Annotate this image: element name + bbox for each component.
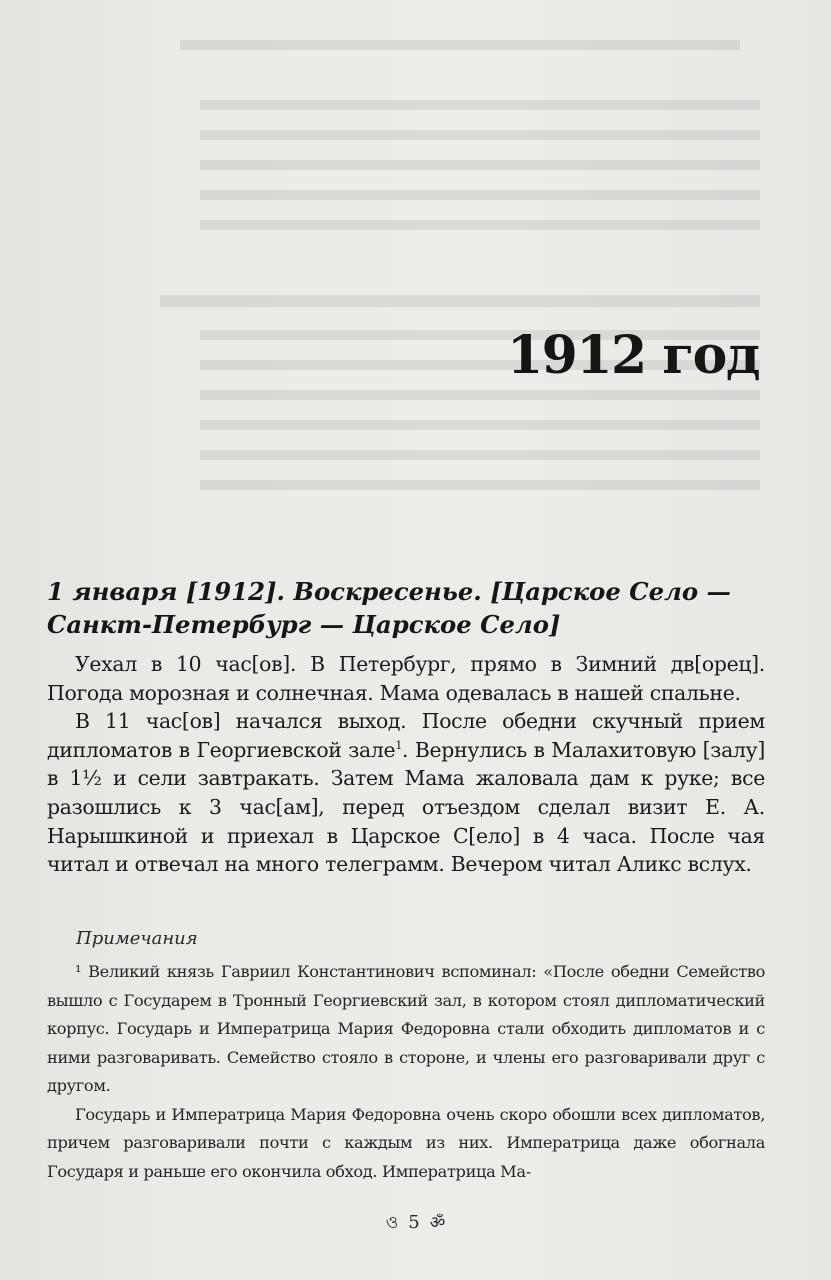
diary-entry-body	[47, 650, 765, 879]
note-paragraph: Государь и Императрица Мария Федоровна очень скоро обошли всех дипломатов, причем разговаривали почти с каждым из них. Императрица даже обогнала Государя и раньше его окончила обход. Императрица Ма-	[47, 1104, 765, 1181]
page-folio	[0, 1210, 831, 1238]
chapter-heading: 1912 год	[506, 325, 759, 386]
notes-heading: Примечания	[76, 928, 198, 949]
body-paragraph: В 11 час[ов] начался выход. После обедни скучный прием дипломатов в Георгиевской зале$^1$. Вернулись в Малахитовую [залу] в 1½ и сели завтракать. Затем Мама жаловала дам к руке; все разошлись к 3 час[ам], перед отъездом сделал визит Е. А. Нарышкиной и приехал в Царское С[ело] в 4 часа. После чая читал и отвечал на много телеграмм. Вечером читал Аликс вслух.	[47, 709, 765, 877]
page-number: 5	[408, 1212, 420, 1233]
right-ornament-icon: ॐ	[429, 1213, 446, 1233]
body-paragraph: Уехал в 10 час[ов]. В Петербург, прямо в Зимний дв[орец]. Погода морозная и солнечная. Мама одевалась в нашей спальне.	[47, 652, 765, 705]
left-ornament-icon: ও	[385, 1213, 399, 1233]
diary-entry-title: 1 января [1912]. Воскресенье. [Царское Село — Санкт-Петербург — Царское Село]	[47, 577, 731, 639]
notes-section	[47, 958, 765, 1186]
footnote-ref[interactable]: 1	[395, 738, 403, 752]
note-paragraph: ¹ Великий князь Гавриил Константинович вспоминал: «После обедни Семейство вышло с Государем в Тронный Георгиевский зал, в котором стоял дипломатический корпус. Государь и Императрица Мария Федоровна стали обходить дипломатов и с ними разговаривать. Семейство стояло в стороне, и члены его разговаривали друг с другом.	[47, 962, 765, 1095]
